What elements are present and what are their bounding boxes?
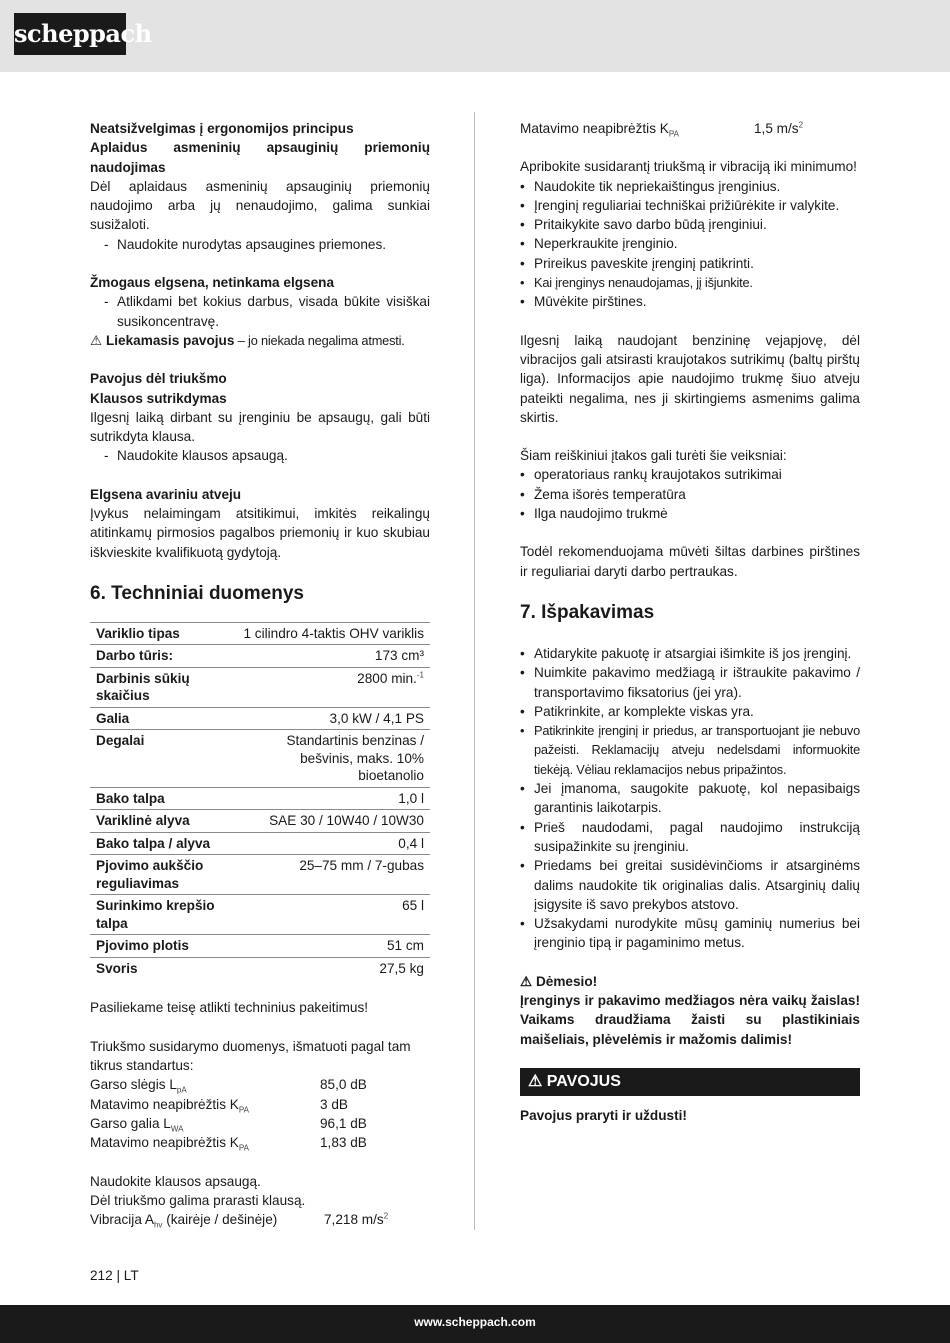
spec-key: Darbinis sūkių skaičius: [90, 667, 232, 707]
limit-bullet-item: • Neperkraukite įrenginio.: [520, 234, 860, 253]
spec-key: Galia: [90, 707, 232, 730]
spec-value: 27,5 kg: [379, 960, 424, 976]
noise-value: 85,0 dB: [320, 1077, 367, 1093]
spec-key: Pjovimo aukščio reguliavimas: [90, 855, 232, 895]
unpack-bullet-item: • Nuimkite pakavimo medžiagą ir ištraukite pakavimo / transportavimo fiksatorius (jei yra).: [520, 663, 860, 702]
factor-bullet-item: • Ilga naudojimo trukmė: [520, 504, 860, 523]
noise-heading: Pavojus dėl triukšmo: [90, 371, 227, 387]
uncertainty-label: Matavimo neapibrėžtis $K_{PA}$: [520, 121, 679, 139]
spec-key: Variklio tipas: [90, 622, 232, 645]
attention-text: Įrenginys ir pakavimo medžiagos nėra vaikų žaislas! Vaikams draudžiama žaisti su plastikiniais maišeliais, plėvelėmis ir mažomis dalimis!: [520, 992, 860, 1047]
behavior-dash-item: - Atlikdami bet kokius darbus, visada būkite visiškai susikoncentravę.: [90, 292, 430, 331]
spec-value: SAE 30 / 10W40 / 10W30: [232, 810, 430, 833]
hearing-text: Ilgesnį laiką dirbant su įrenginiu be apsaugų, gali būti sutrikdyta klausa.: [90, 409, 430, 445]
spec-value: Standartinis benzinas / bešvinis, maks. 10% bioetanolio: [232, 730, 430, 788]
limit-bullet-item: • Prireikus paveskite įrenginį patikrinti.: [520, 254, 860, 273]
spec-key: Pjovimo plotis: [90, 935, 232, 958]
emergency-heading: Elgsena avariniu atveju: [90, 486, 242, 502]
spec-row: [90, 810, 430, 833]
noise-value-row: [90, 1095, 430, 1114]
spec-value: 25–75 mm / 7-gubas: [232, 855, 430, 895]
spec-row: [90, 730, 430, 788]
section-6-title: 6. Techniniai duomenys: [90, 582, 304, 604]
danger-text: Pavojus praryti ir uždusti!: [520, 1107, 687, 1123]
spec-key: Darbo tūris:: [90, 645, 232, 668]
ppe-dash-item: - Naudokite nurodytas apsaugines priemones.: [90, 235, 430, 254]
spec-row: [90, 935, 430, 958]
noise-label: Matavimo neapibrėžtis $K_{PA}$: [90, 1135, 249, 1153]
unpack-bullet-item: • Patikrinkite įrenginį ir priedus, ar transportuojant jie nebuvo pažeisti. Reklamacijų atveju nedelsdami informuokite tiekėją. Vėliau reklamacijos nebus pripažintos.: [520, 721, 860, 779]
unpack-bullet-item: • Jei įmanoma, saugokite pakuotę, kol nepasibaigs garantinis laikotarpis.: [520, 779, 860, 818]
noise-value-row: [90, 1075, 430, 1094]
website-link[interactable]: www.scheppach.com: [414, 1315, 536, 1329]
hearing-use-text: Naudokite klausos apsaugą.: [90, 1173, 261, 1189]
spec-value: 1 cilindro 4-taktis OHV variklis: [232, 622, 430, 645]
tech-changes-note: Pasiliekame teisę atlikti techninius pakeitimus!: [90, 1000, 369, 1016]
attention-heading: ⚠ Dėmesio!: [520, 973, 598, 989]
limit-bullet-item: • Mūvėkite pirštines.: [520, 292, 860, 311]
unpack-bullet-item: • Patikrinkite, ar komplekte viskas yra.: [520, 702, 860, 721]
noise-value: 96,1 dB: [320, 1115, 367, 1131]
section-7-title: 7. Išpakavimas: [520, 601, 655, 623]
behavior-heading: Žmogaus elgsena, netinkama elgsena: [90, 275, 335, 291]
warning-triangle-icon: ⚠: [520, 973, 533, 989]
unpack-bullet-item: • Priedams bei greitai susidėvinčioms ir atsarginėms dalims naudokite tik originalias dalis. Atsarginių dalių įsigysite iš savo prekybos atstovo.: [520, 856, 860, 914]
left-column: [90, 119, 430, 1229]
factor-bullets: [520, 465, 860, 523]
noise-value: 3 dB: [320, 1096, 348, 1112]
warning-triangle-icon: ⚠: [528, 1072, 543, 1090]
factor-bullet-item: • operatoriaus rankų kraujotakos sutrikimai: [520, 465, 860, 484]
spec-row: [90, 855, 430, 895]
vibration-label: Vibracija $A_{hv}$ (kairėje / dešinėje): [90, 1212, 278, 1230]
limit-bullet-item: • Naudokite tik nepriekaištingus įrenginius.: [520, 177, 860, 196]
spec-value: 173 cm³: [232, 645, 430, 668]
emergency-text: Įvykus nelaimingam atsitikimui, imkitės reikalingų atitinkamų pirmosios pagalbos priemonių ir kuo skubiau iškvieskite kvalifikuotą gydytoją.: [90, 506, 430, 560]
hearing-loss-text: Dėl triukšmo galima prarasti klausą.: [90, 1192, 306, 1208]
ergonomics-heading: Neatsižvelgimas į ergonomijos principus: [90, 121, 354, 136]
spec-row: [90, 957, 430, 979]
noise-label: Garso galia $L_{WA}$: [90, 1115, 184, 1134]
spec-value: 51 cm: [232, 935, 430, 958]
unpack-bullet-item: • Užsakydami nurodykite mūsų gaminių numerius bei įrenginio tipą ir pagaminimo metus.: [520, 914, 860, 953]
footer-bar: [0, 1305, 950, 1343]
spec-value: 2800 min.$^{-1}$: [232, 667, 430, 707]
spec-value: 0,4 l: [232, 832, 430, 855]
unpack-bullets: [520, 644, 860, 953]
spec-row: [90, 895, 430, 935]
spec-key: Svoris: [96, 960, 138, 976]
header-bar: [0, 0, 950, 72]
unpack-bullet-item: • Atidarykite pakuotę ir atsargiai išimkite iš jos įrenginį.: [520, 644, 860, 663]
limit-bullet-item: • Pritaikykite savo darbo būdą įrenginiui.: [520, 215, 860, 234]
vibration-row: [90, 1210, 430, 1229]
spec-key: Surinkimo krepšio talpa: [90, 895, 232, 935]
noise-label: Matavimo neapibrėžtis $K_{PA}$: [90, 1096, 249, 1115]
spec-key: Degalai: [90, 730, 232, 788]
spec-value: 1,0 l: [232, 787, 430, 810]
limit-text: Apribokite susidarantį triukšmą ir vibraciją iki minimumo!: [520, 159, 857, 175]
vibration-value: 7,218 $m/s^2$: [324, 1211, 389, 1228]
spec-row: [90, 832, 430, 855]
spec-row: [90, 667, 430, 707]
spec-key: Variklinė alyva: [90, 810, 232, 833]
ppe-text: Dėl aplaidaus asmeninių apsauginių priemonių naudojimo arba jų nenaudojimo, galima sunkiai susižaloti.: [90, 178, 430, 233]
factor-bullet-item: • Žema išorės temperatūra: [520, 485, 860, 504]
right-column: [520, 119, 860, 1125]
spec-key: Bako talpa: [90, 787, 232, 810]
page-number: 212 | LT: [90, 1268, 139, 1283]
spec-row: [90, 622, 430, 645]
spec-key: Bako talpa / alyva: [90, 832, 232, 855]
noise-value: 1,83 dB: [320, 1135, 367, 1151]
spec-row: [90, 645, 430, 668]
hearing-heading: Klausos sutrikdymas: [90, 390, 227, 406]
limit-bullet-item: • Įrenginį reguliariai techniškai prižiūrėkite ir valykite.: [520, 196, 860, 215]
gloves-text: Todėl rekomenduojama mūvėti šiltas darbines pirštines ir reguliariai daryti darbo pertraukas.: [520, 544, 860, 579]
hearing-dash-item: - Naudokite klausos apsaugą.: [90, 446, 430, 465]
noise-value-row: [90, 1133, 430, 1152]
vibration-info: Ilgesnį laiką naudojant benzininę vejapjovę, dėl vibracijos gali atsirasti kraujotakos sutrikimų (baltų pirštų liga). Informacijos apie naudojimo trukmę šiuo atveju pateikti negalima, nes ji skirtingiems asmenims galima skirtis.: [520, 332, 860, 425]
danger-banner: ⚠ PAVOJUS: [520, 1068, 860, 1096]
scheppach-logo: scheppach: [14, 13, 126, 55]
spec-row: [90, 787, 430, 810]
uncertainty-value: 1,5 $m/s^2$: [754, 120, 804, 136]
residual-risk-line: [90, 331, 430, 350]
limit-bullet-item: • Kai įrenginys nenaudojamas, jį išjunkite.: [520, 273, 860, 292]
uncertainty-row: [520, 119, 860, 138]
spec-row: [90, 707, 430, 730]
noise-values: [90, 1075, 430, 1152]
residual-risk-bold: Liekamasis pavojus: [105, 332, 235, 348]
noise-label: Garso slėgis $L_{pA}$: [90, 1077, 187, 1096]
warning-triangle-icon: ⚠: [90, 332, 103, 348]
column-divider: [474, 112, 475, 1230]
limit-bullets: [520, 177, 860, 312]
noise-intro: Triukšmo susidarymo duomenys, išmatuoti pagal tam tikrus standartus:: [90, 1038, 411, 1074]
residual-risk-text: – jo niekada negalima atmesti.: [234, 332, 405, 348]
noise-value-row: [90, 1114, 430, 1133]
spec-value: 65 l: [232, 895, 430, 935]
spec-value: 3,0 kW / 4,1 PS: [232, 707, 430, 730]
unpack-bullet-item: • Prieš naudodami, pagal naudojimo instrukciją susipažinkite su įrenginiu.: [520, 818, 860, 857]
factors-intro: Šiam reiškiniui įtakos gali turėti šie veiksniai:: [520, 448, 787, 464]
tech-spec-table: [90, 622, 430, 980]
ppe-heading: Aplaidus asmeninių apsauginių priemonių naudojimas: [90, 140, 430, 175]
